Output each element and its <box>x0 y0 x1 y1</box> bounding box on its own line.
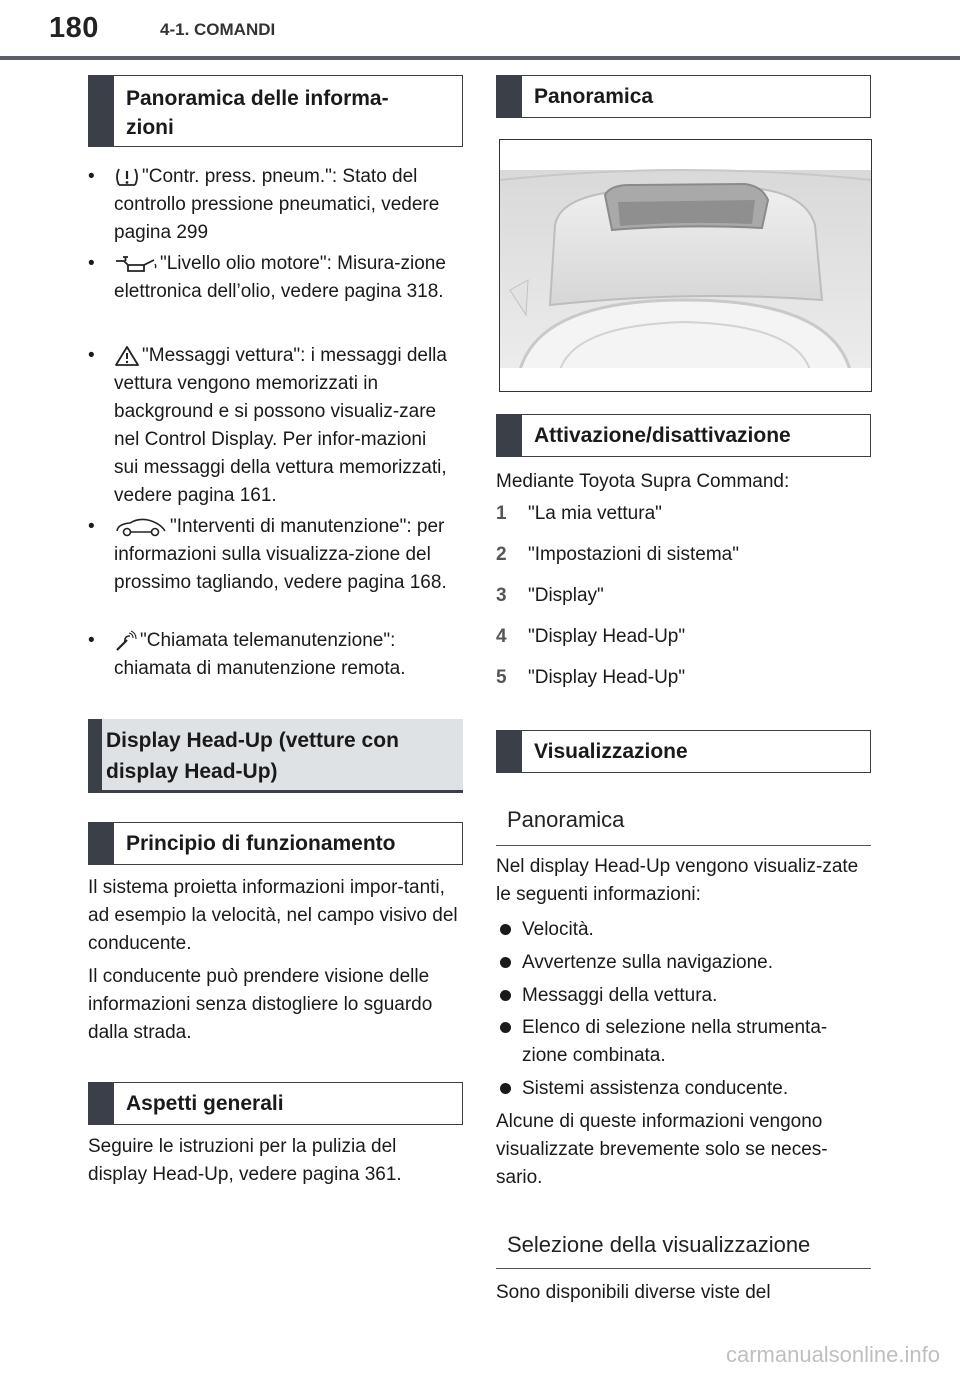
bullet-text: "Chiamata telemanutenzione": chiamata di manutenzione remota. <box>114 630 406 679</box>
step-number: 3 <box>496 585 507 606</box>
headup-display-image <box>499 139 872 392</box>
bullet-dot <box>500 990 511 1001</box>
bullet-text: "Messaggi vettura": i messaggi della vettura vengono memorizzati in background e si possono visualiz-zare nel Control Display. Per infor-mazioni sui messaggi della vettura memorizzati, vedere pagina 161. <box>114 345 447 506</box>
paragraph: Il sistema proietta informazioni impor-tanti, ad esempio la velocità, nel campo visivo del conducente. <box>88 877 458 954</box>
bullet-dot <box>500 957 511 968</box>
bullet-dot <box>500 1083 511 1094</box>
bullet-dot <box>500 1022 511 1033</box>
oil-level-icon <box>114 253 158 275</box>
page-number: 180 <box>49 12 99 44</box>
list-item-text: Sistemi assistenza conducente. <box>522 1078 789 1099</box>
header-rule <box>0 56 960 60</box>
step-text: "Display Head-Up" <box>528 667 686 688</box>
paragraph: Il conducente può prendere visione delle informazioni senza distogliere lo sguardo dalla strada. <box>88 966 433 1043</box>
subheading-panoramica: Panoramica <box>507 807 625 832</box>
subheading-rule <box>496 845 871 846</box>
watermark: carmanualsonline.info <box>725 1342 940 1367</box>
section-heading-attivazione <box>496 414 871 457</box>
dashboard-illustration <box>500 140 871 391</box>
step-text: "Display" <box>528 585 604 606</box>
step-text: "Display Head-Up" <box>528 626 686 647</box>
bullet-text: "Interventi di manutenzione": per informazioni sulla visualizza-zione del prossimo tagliando, vedere pagina 168. <box>114 516 447 593</box>
step-number: 2 <box>496 544 507 565</box>
paragraph: Seguire le istruzioni per la pulizia del display Head-Up, vedere pagina 361. <box>88 1136 402 1185</box>
list-item-text: Messaggi della vettura. <box>522 985 718 1006</box>
warning-triangle-icon <box>114 345 140 367</box>
section-heading-text: Panoramica delle informa- zioni <box>126 87 389 139</box>
tire-pressure-icon <box>114 166 140 188</box>
section-heading-display-headup <box>88 719 463 793</box>
bullet-text: "Livello olio motore": Misura-zione elettronica dell’olio, vedere pagina 318. <box>114 253 446 302</box>
section-heading-aspetti <box>88 1082 463 1125</box>
section-heading-text: Display Head-Up (vetture con display Head-Up) <box>106 729 399 783</box>
car-service-icon <box>114 516 168 538</box>
chapter-title: 4-1. COMANDI <box>160 20 276 39</box>
step-number: 1 <box>496 503 507 524</box>
list-item-text: Elenco di selezione nella strumenta-zione combinata. <box>522 1017 828 1066</box>
bullet-text: "Contr. press. pneum.": Stato del controllo pressione pneumatici, vedere pagina 299 <box>114 166 440 243</box>
teleservice-wrench-icon <box>114 630 138 652</box>
section-heading-text: Panoramica <box>534 85 654 108</box>
step-text: "La mia vettura" <box>528 503 662 524</box>
section-heading-panoramica <box>496 75 871 118</box>
section-heading-visualizzazione <box>496 730 871 773</box>
paragraph: Mediante Toyota Supra Command: <box>496 471 790 492</box>
list-item-text: Avvertenze sulla navigazione. <box>522 952 774 973</box>
paragraph: Sono disponibili diverse viste del <box>496 1282 771 1303</box>
bullet-dot <box>500 924 511 935</box>
section-heading-panoramica-informazioni <box>88 75 463 147</box>
section-heading-text: Principio di funzionamento <box>126 832 396 855</box>
paragraph: Alcune di queste informazioni vengono visualizzate brevemente solo se neces-sario. <box>496 1111 828 1188</box>
section-heading-text: Attivazione/disattivazione <box>534 424 791 447</box>
subheading-rule <box>496 1268 871 1269</box>
list-item-text: Velocità. <box>522 919 594 940</box>
subheading-selezione: Selezione della visualizzazione <box>507 1232 811 1257</box>
section-heading-text: Visualizzazione <box>534 740 688 763</box>
step-number: 4 <box>496 626 507 647</box>
paragraph: Nel display Head-Up vengono visualiz-zate le seguenti informazioni: <box>496 856 859 905</box>
step-text: "Impostazioni di sistema" <box>528 544 739 565</box>
section-heading-principio <box>88 822 463 865</box>
section-heading-text: Aspetti generali <box>126 1092 284 1115</box>
step-number: 5 <box>496 667 507 688</box>
